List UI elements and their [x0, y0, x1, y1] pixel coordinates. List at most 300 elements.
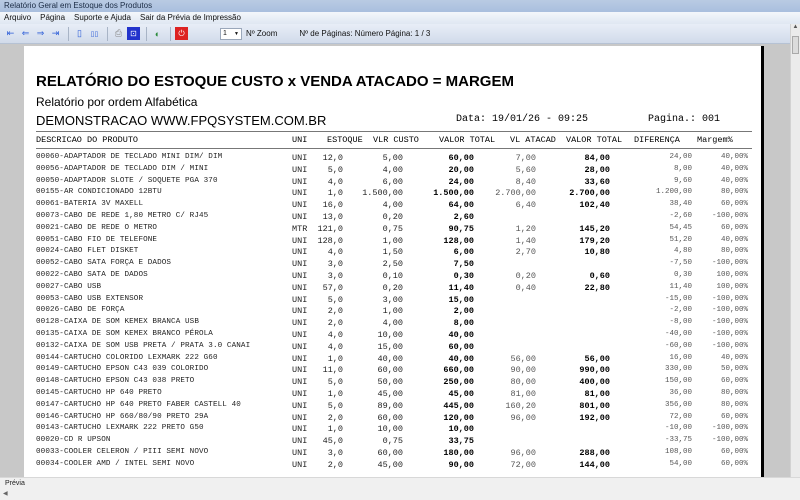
- cell-vt: 64,00: [448, 200, 474, 211]
- cell-vt: 7,50: [453, 259, 474, 270]
- cell-mg: -100,00%: [711, 341, 748, 350]
- cell-dif: 24,00: [669, 153, 692, 161]
- cell-custo: 0,20: [382, 211, 403, 222]
- cell-vt2: 400,00: [579, 377, 610, 388]
- previous-page-icon[interactable]: ⇐: [21, 28, 30, 38]
- cell-dif: -15,00: [664, 294, 692, 303]
- cell-custo: 60,00: [377, 447, 403, 458]
- cell-vla: 80,00: [510, 377, 536, 388]
- cell-dif: -10,00: [664, 424, 692, 433]
- table-row: [36, 424, 752, 436]
- cell-mg: 60,00%: [720, 412, 748, 421]
- cell-uni: UNI: [292, 282, 308, 293]
- cell-uni: UNI: [292, 306, 308, 317]
- cell-vla: 8,40: [515, 176, 536, 187]
- cell-dif: 11,40: [669, 282, 692, 291]
- cell-uni: UNI: [292, 270, 308, 281]
- table-row: [36, 271, 752, 283]
- last-page-icon[interactable]: ⇥: [51, 28, 60, 38]
- scroll-left-icon[interactable]: ◀: [3, 491, 8, 497]
- cell-dif: 54,00: [669, 459, 692, 468]
- cell-uni: UNI: [292, 459, 308, 470]
- cell-vt: 45,00: [448, 388, 474, 399]
- table-row: [36, 460, 752, 472]
- cell-mg: 60,00%: [720, 447, 748, 456]
- report-subtitle: Relatório por ordem Alfabética: [36, 95, 198, 109]
- cell-uni: UNI: [292, 329, 308, 340]
- cell-vt2: 144,00: [579, 459, 610, 470]
- cell-custo: 89,00: [377, 400, 403, 411]
- single-page-icon[interactable]: ▯: [77, 28, 82, 38]
- cell-mg: 40,00%: [720, 353, 748, 362]
- cell-vt: 0,30: [453, 270, 474, 281]
- cell-desc: 00060-ADAPTADOR DE TECLADO MINI DIM/ DIM: [36, 153, 223, 161]
- cell-desc: 00033-COOLER CELERON / PIII SEMI NOVO: [36, 447, 209, 456]
- cell-uni: UNI: [292, 153, 308, 163]
- table-row: [36, 247, 752, 259]
- report-date: Data: 19/01/26 - 09:25: [456, 114, 589, 125]
- cell-dif: 0,30: [673, 270, 692, 279]
- cell-vt2: 22,80: [584, 282, 610, 293]
- cell-uni: UNI: [292, 388, 308, 399]
- cell-estoque: 4,0: [327, 247, 343, 258]
- cell-desc: 00149-CARTUCHO EPSON C43 039 COLORIDO: [36, 365, 209, 374]
- cell-estoque: 3,0: [327, 259, 343, 270]
- cell-vt: 120,00: [443, 412, 474, 423]
- web-icon[interactable]: ◐: [154, 28, 161, 39]
- cell-custo: 3,00: [382, 294, 403, 305]
- cell-estoque: 4,0: [327, 329, 343, 340]
- chevron-down-icon: ▼: [234, 30, 239, 37]
- cell-vt2: 56,00: [584, 353, 610, 364]
- cell-desc: 00052-CABO SATA FORÇA E DADOS: [36, 259, 172, 268]
- col-valor-total-2: VALOR TOTAL: [566, 135, 623, 145]
- cell-dif: -33,75: [664, 436, 692, 445]
- cell-vla: 160,20: [505, 400, 536, 411]
- cell-desc: 00128-CAIXA DE SOM KEMEX BRANCA USB: [36, 318, 199, 327]
- print-icon[interactable]: ⎙: [114, 28, 123, 38]
- cell-estoque: 45,0: [322, 436, 343, 447]
- cell-vt: 250,00: [443, 377, 474, 388]
- cell-mg: -100,00%: [711, 306, 748, 315]
- cell-uni: UNI: [292, 436, 308, 447]
- header-rule: [36, 131, 752, 132]
- cell-vt: 10,00: [448, 424, 474, 435]
- cell-dif: -60,00: [664, 341, 692, 350]
- cell-uni: UNI: [292, 176, 308, 187]
- cell-estoque: 121,0: [317, 223, 343, 234]
- table-row: [36, 165, 752, 177]
- cell-custo: 1.500,00: [362, 188, 403, 199]
- cell-vt: 2,60: [453, 211, 474, 222]
- cell-vt2: 81,00: [584, 388, 610, 399]
- report-title: RELATÓRIO DO ESTOQUE CUSTO x VENDA ATACADO = MARGEM: [36, 73, 514, 90]
- cell-vt: 40,00: [448, 353, 474, 364]
- cell-vt: 60,00: [448, 341, 474, 352]
- table-row: [36, 200, 752, 212]
- cell-custo: 2,50: [382, 259, 403, 270]
- cell-estoque: 5,0: [327, 377, 343, 388]
- cell-vla: 0,20: [515, 270, 536, 281]
- cell-mg: 80,00%: [720, 247, 748, 256]
- column-rule: [36, 148, 752, 149]
- cell-vla: 96,00: [510, 447, 536, 458]
- cell-mg: 40,00%: [720, 176, 748, 185]
- cell-mg: 100,00%: [716, 282, 748, 291]
- table-row: [36, 413, 752, 425]
- cell-mg: -100,00%: [711, 259, 748, 268]
- cell-dif: -40,00: [664, 329, 692, 338]
- cell-dif: -7,50: [669, 259, 692, 268]
- cell-desc: 00132-CAIXA DE SOM USB PRETA / PRATA 3.0 CANAI: [36, 341, 251, 350]
- toolbar-separator: [107, 27, 108, 41]
- cell-estoque: 2,0: [327, 412, 343, 423]
- cell-custo: 1,50: [382, 247, 403, 258]
- cell-vt2: 33,60: [584, 176, 610, 187]
- cell-estoque: 16,0: [322, 200, 343, 211]
- cell-desc: 00143-CARTUCHO LEXMARK 222 PRETO G50: [36, 424, 204, 433]
- cell-custo: 60,00: [377, 412, 403, 423]
- cell-vla: 72,00: [510, 459, 536, 470]
- cell-desc: 00144-CARTUCHO COLORIDO LEXMARK 222 G60: [36, 353, 218, 362]
- cell-estoque: 1,0: [327, 353, 343, 364]
- page-count-label: Nº de Páginas: Número Página: 1 / 3: [299, 29, 431, 38]
- cell-estoque: 5,0: [327, 294, 343, 305]
- cell-mg: 40,00%: [720, 164, 748, 173]
- cell-vt: 24,00: [448, 176, 474, 187]
- cell-custo: 1,00: [382, 235, 403, 246]
- cell-uni: UNI: [292, 235, 308, 246]
- table-row: [36, 436, 752, 448]
- cell-desc: 00020-CD R UPSON: [36, 436, 111, 445]
- cell-estoque: 5,0: [327, 400, 343, 411]
- cell-estoque: 11,0: [322, 365, 343, 376]
- cell-uni: UNI: [292, 447, 308, 458]
- table-row: [36, 401, 752, 413]
- cell-mg: 100,00%: [716, 270, 748, 279]
- two-pages-icon[interactable]: ▯▯: [90, 30, 99, 38]
- cell-custo: 0,20: [382, 282, 403, 293]
- export-icon[interactable]: ⊡: [127, 27, 140, 40]
- col-margem: Margem%: [697, 135, 733, 145]
- cell-custo: 60,00: [377, 365, 403, 376]
- col-estoque: ESTOQUE: [327, 135, 363, 145]
- cell-vt2: 2.700,00: [569, 188, 610, 199]
- cell-vla: 1,20: [515, 223, 536, 234]
- cell-uni: UNI: [292, 400, 308, 411]
- cell-vla: 6,40: [515, 200, 536, 211]
- cell-vt2: 102,40: [579, 200, 610, 211]
- cell-uni: UNI: [292, 353, 308, 364]
- cell-custo: 1,00: [382, 306, 403, 317]
- cell-vt2: 0,60: [589, 270, 610, 281]
- table-row: [36, 389, 752, 401]
- cell-estoque: 57,0: [322, 282, 343, 293]
- cell-custo: 40,00: [377, 353, 403, 364]
- status-label: Prévia: [5, 480, 25, 487]
- cell-desc: 00026-CABO DE FORÇA: [36, 306, 125, 315]
- menu-sair-previa[interactable]: Sair da Prévia de Impressão: [139, 13, 241, 22]
- cell-mg: 60,00%: [720, 377, 748, 386]
- cell-vla: 7,00: [515, 153, 536, 163]
- cell-uni: UNI: [292, 294, 308, 305]
- cell-mg: 40,00%: [720, 235, 748, 244]
- table-row: [36, 330, 752, 342]
- cell-uni: UNI: [292, 412, 308, 423]
- cell-mg: 60,00%: [720, 200, 748, 209]
- cell-vla: 1,40: [515, 235, 536, 246]
- cell-uni: UNI: [292, 424, 308, 435]
- cell-estoque: 12,0: [322, 153, 343, 163]
- cell-desc: 00147-CARTUCHO HP 640 PRETO FABER CASTELL 40: [36, 400, 241, 409]
- cell-desc: 00021-CABO DE REDE O METRO: [36, 223, 158, 232]
- table-row: [36, 153, 752, 165]
- next-page-icon[interactable]: ⇒: [36, 28, 45, 38]
- cell-custo: 10,00: [377, 329, 403, 340]
- cell-uni: UNI: [292, 211, 308, 222]
- cell-vt: 90,00: [448, 459, 474, 470]
- cell-estoque: 3,0: [327, 447, 343, 458]
- toolbar-separator: [170, 27, 171, 41]
- window-title-bar: [0, 0, 800, 12]
- cell-vt2: 288,00: [579, 447, 610, 458]
- cell-vt: 15,00: [448, 294, 474, 305]
- cell-vt: 660,00: [443, 365, 474, 376]
- cell-desc: 00146-CARTUCHO HP 660/80/90 PRETO 29A: [36, 412, 209, 421]
- cell-mg: -100,00%: [711, 211, 748, 220]
- cell-mg: -100,00%: [711, 294, 748, 303]
- cell-vt: 33,75: [448, 436, 474, 447]
- table-row: [36, 448, 752, 460]
- cell-vla: 2,70: [515, 247, 536, 258]
- col-vl-atacad: VL ATACAD: [510, 135, 556, 145]
- cell-mg: 40,00%: [720, 153, 748, 161]
- cell-dif: 8,00: [673, 164, 692, 173]
- cell-desc: 00051-CABO FIO DE TELEFONE: [36, 235, 158, 244]
- cell-desc: 00135-CAIXA DE SOM KEMEX BRANCO PÉROLA: [36, 329, 213, 338]
- cell-estoque: 1,0: [327, 424, 343, 435]
- cell-desc: 00022-CABO SATA DE DADOS: [36, 270, 148, 279]
- cell-dif: 150,00: [664, 377, 692, 386]
- cell-mg: 80,00%: [720, 188, 748, 197]
- report-page-number: Pagina.: 001: [648, 114, 721, 125]
- menu-arquivo[interactable]: Arquivo: [4, 13, 32, 22]
- cell-dif: 72,00: [669, 412, 692, 421]
- cell-vt: 445,00: [443, 400, 474, 411]
- table-row: [36, 295, 752, 307]
- cell-custo: 0,75: [382, 223, 403, 234]
- cell-dif: 36,00: [669, 388, 692, 397]
- col-desc: DESCRICAO DO PRODUTO: [36, 135, 139, 145]
- cell-dif: -2,00: [669, 306, 692, 315]
- cell-uni: UNI: [292, 247, 308, 258]
- cell-dif: 1.200,00: [655, 188, 692, 197]
- cell-vt2: 10,80: [584, 247, 610, 258]
- cell-vt2: 192,00: [579, 412, 610, 423]
- cell-custo: 45,00: [377, 459, 403, 470]
- zoom-select[interactable]: [220, 28, 242, 40]
- cell-vt2: 990,00: [579, 365, 610, 376]
- cell-desc: 00061-BATERIA 3V MAXELL: [36, 200, 144, 209]
- cell-uni: UNI: [292, 365, 308, 376]
- zoom-label: Nº Zoom: [246, 29, 278, 38]
- cell-custo: 4,00: [382, 200, 403, 211]
- table-header: [36, 135, 752, 147]
- cell-uni: UNI: [292, 259, 308, 270]
- cell-mg: 80,00%: [720, 400, 748, 409]
- table-row: [36, 236, 752, 248]
- cell-custo: 5,00: [382, 153, 403, 163]
- cell-vt2: 145,20: [579, 223, 610, 234]
- cell-vla: 81,00: [510, 388, 536, 399]
- cell-desc: 00155-AR CONDICIONADO 12BTU: [36, 188, 162, 197]
- cell-dif: 330,00: [664, 365, 692, 374]
- vertical-scrollbar[interactable]: [790, 24, 800, 477]
- table-row: [36, 342, 752, 354]
- cell-uni: UNI: [292, 164, 308, 175]
- cell-dif: 16,00: [669, 353, 692, 362]
- cell-estoque: 1,0: [327, 388, 343, 399]
- cell-custo: 0,75: [382, 436, 403, 447]
- cell-dif: 108,00: [664, 447, 692, 456]
- cell-vt: 1.500,00: [433, 188, 474, 199]
- cell-vt2: 179,20: [579, 235, 610, 246]
- table-row: [36, 377, 752, 389]
- cell-dif: 54,45: [669, 223, 692, 232]
- cell-custo: 10,00: [377, 424, 403, 435]
- col-diferenca: DIFERENÇA: [634, 135, 680, 145]
- cell-dif: -2,60: [669, 211, 692, 220]
- cell-custo: 45,00: [377, 388, 403, 399]
- cell-desc: 00027-CABO USB: [36, 282, 102, 291]
- cell-uni: UNI: [292, 200, 308, 211]
- cell-uni: UNI: [292, 188, 308, 199]
- cell-vt2: 801,00: [579, 400, 610, 411]
- col-valor-total: VALOR TOTAL: [439, 135, 496, 145]
- table-row: [36, 306, 752, 318]
- cell-vla: 2.700,00: [495, 188, 536, 199]
- cell-dif: 51,20: [669, 235, 692, 244]
- report-rows: [36, 153, 752, 472]
- cell-dif: -8,00: [669, 318, 692, 327]
- report-company: DEMONSTRACAO WWW.FPQSYSTEM.COM.BR: [36, 113, 327, 128]
- cell-custo: 4,00: [382, 164, 403, 175]
- scroll-thumb[interactable]: [792, 36, 799, 54]
- menu-pagina[interactable]: Página: [40, 13, 66, 22]
- cell-estoque: 4,0: [327, 176, 343, 187]
- window-title: Relatório Geral em Estoque dos Produtos: [4, 1, 153, 10]
- cell-mg: 50,00%: [720, 365, 748, 374]
- col-uni: UNI: [292, 135, 308, 145]
- cell-vt2: 84,00: [584, 153, 610, 163]
- cell-vt: 2,00: [453, 306, 474, 317]
- cell-vla: 90,00: [510, 365, 536, 376]
- exit-icon[interactable]: ⏻: [175, 27, 188, 40]
- scroll-up-icon[interactable]: ▲: [792, 24, 799, 30]
- cell-dif: 4,80: [673, 247, 692, 256]
- cell-estoque: 5,0: [327, 164, 343, 175]
- cell-uni: MTR: [292, 223, 308, 234]
- cell-vla: 0,40: [515, 282, 536, 293]
- cell-uni: UNI: [292, 318, 308, 329]
- cell-custo: 50,00: [377, 377, 403, 388]
- cell-vt: 60,00: [448, 153, 474, 163]
- table-row: [36, 354, 752, 366]
- first-page-icon[interactable]: ⇤: [6, 28, 15, 38]
- zoom-value: 1: [223, 30, 227, 37]
- table-row: [36, 318, 752, 330]
- cell-vt: 20,00: [448, 164, 474, 175]
- table-row: [36, 259, 752, 271]
- cell-desc: 00034-COOLER AMD / INTEL SEMI NOVO: [36, 459, 195, 468]
- table-row: [36, 212, 752, 224]
- cell-mg: -100,00%: [711, 424, 748, 433]
- cell-desc: 00056-ADAPTADOR DE TECLADO DIM / MINI: [36, 164, 209, 173]
- table-row: [36, 177, 752, 189]
- cell-desc: 00145-CARTUCHO HP 640 PRETO: [36, 388, 162, 397]
- cell-dif: 9,60: [673, 176, 692, 185]
- cell-estoque: 1,0: [327, 188, 343, 199]
- cell-vt: 180,00: [443, 447, 474, 458]
- cell-vt: 40,00: [448, 329, 474, 340]
- cell-desc: 00050-ADAPTADOR SLOTE / SOQUETE PGA 370: [36, 176, 218, 185]
- cell-desc: 00148-CARTUCHO EPSON C43 038 PRETO: [36, 377, 195, 386]
- cell-uni: UNI: [292, 377, 308, 388]
- cell-vt: 90,75: [448, 223, 474, 234]
- toolbar-separator: [68, 27, 69, 41]
- cell-estoque: 128,0: [317, 235, 343, 246]
- table-row: [36, 365, 752, 377]
- cell-desc: 00053-CABO USB EXTENSOR: [36, 294, 144, 303]
- cell-mg: 60,00%: [720, 459, 748, 468]
- cell-mg: 80,00%: [720, 388, 748, 397]
- menu-bar: [0, 12, 800, 24]
- cell-mg: 60,00%: [720, 223, 748, 232]
- cell-vla: 96,00: [510, 412, 536, 423]
- cell-desc: 00073-CABO DE REDE 1,80 METRO C/ RJ45: [36, 211, 209, 220]
- cell-vt: 11,40: [448, 282, 474, 293]
- cell-vt2: 28,00: [584, 164, 610, 175]
- cell-vt: 6,00: [453, 247, 474, 258]
- cell-mg: -100,00%: [711, 436, 748, 445]
- cell-uni: UNI: [292, 341, 308, 352]
- cell-mg: -100,00%: [711, 318, 748, 327]
- table-row: [36, 283, 752, 295]
- cell-estoque: 3,0: [327, 270, 343, 281]
- cell-desc: 00024-CABO FLET DISKET: [36, 247, 139, 256]
- report-page: [24, 46, 764, 477]
- cell-custo: 4,00: [382, 318, 403, 329]
- cell-custo: 15,00: [377, 341, 403, 352]
- preview-viewport: [0, 44, 790, 477]
- cell-mg: -100,00%: [711, 329, 748, 338]
- cell-estoque: 2,0: [327, 306, 343, 317]
- table-row: [36, 188, 752, 200]
- status-bar: [0, 477, 800, 489]
- toolbar: [0, 24, 800, 44]
- cell-vla: 5,60: [515, 164, 536, 175]
- cell-vt: 8,00: [453, 318, 474, 329]
- cell-dif: 38,40: [669, 200, 692, 209]
- cell-vt: 128,00: [443, 235, 474, 246]
- menu-suporte-ajuda[interactable]: Suporte e Ajuda: [74, 13, 131, 22]
- horizontal-scrollbar[interactable]: [0, 489, 800, 500]
- cell-estoque: 4,0: [327, 341, 343, 352]
- cell-estoque: 13,0: [322, 211, 343, 222]
- cell-vla: 56,00: [510, 353, 536, 364]
- toolbar-separator: [146, 27, 147, 41]
- cell-dif: 356,00: [664, 400, 692, 409]
